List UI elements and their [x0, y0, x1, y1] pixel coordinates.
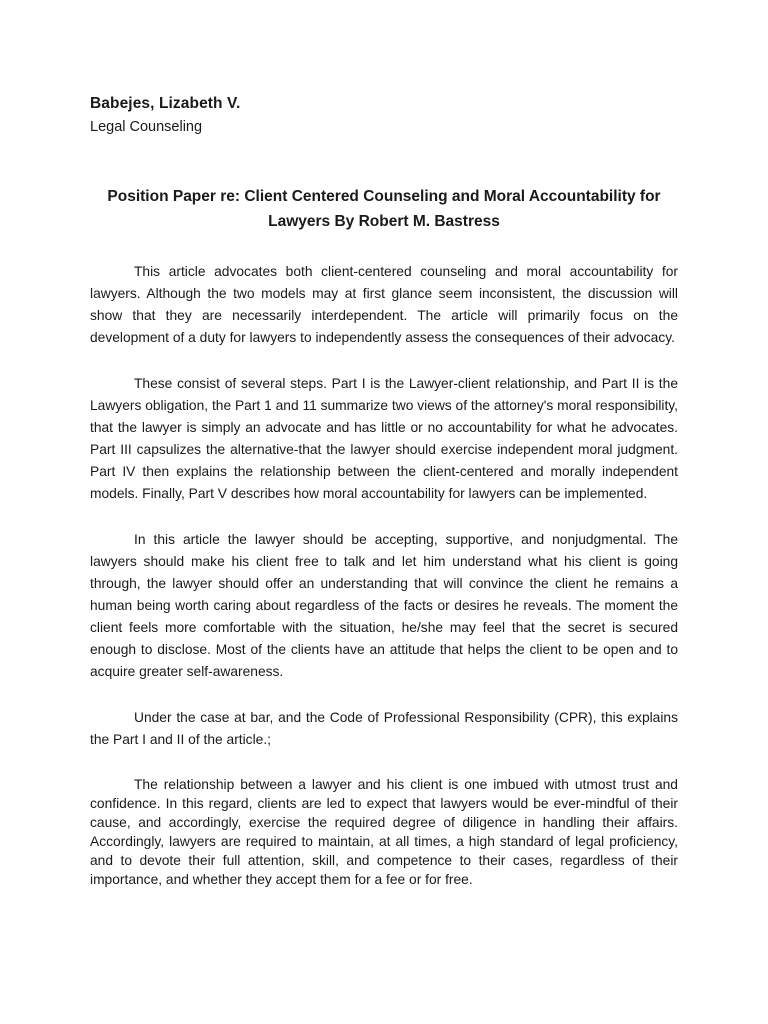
paragraph-3: In this article the lawyer should be accepting, supportive, and nonjudgmental. The lawyers should make his client free to talk and let him understand what his client is going through, the lawyer should offer an understanding that will convince the client he remains a human being worth caring about regardless of the facts or desires he reveals. The moment the client feels more comfortable with the situation, he/she may feel that the secret is secured enough to disclose. Most of the clients have an attitude that helps the client to be open and to acquire greater self-awareness.	[90, 532, 678, 679]
paragraph-5: The relationship between a lawyer and his client is one imbued with utmost trust and confidence. In this regard, clients are led to expect that lawyers would be ever-mindful of their cause, and accordingly, exercise the required degree of diligence in handling their affairs. Accordingly, lawyers are required to maintain, at all times, a high standard of legal proficiency, and to devote their full attention, skill, and competence to their cases, regardless of their importance, and whether they accept them for a fee or for free.	[90, 777, 678, 887]
paper-title: Position Paper re: Client Centered Counseling and Moral Accountability for Lawyers By Robert M. Bastress	[107, 188, 661, 230]
course-name: Legal Counseling	[90, 119, 203, 135]
body-text	[90, 261, 678, 913]
paragraph-2: These consist of several steps. Part I is the Lawyer-client relationship, and Part II is the Lawyers obligation, the Part 1 and 11 summarize two views of the attorney's moral responsibility, that the lawyer is simply an advocate and has little or no accountability for what he advocates. Part III capsulizes the alternative-that the lawyer should exercise independent moral judgment. Part IV then explains the relationship between the client-centered and morally independent models. Finally, Part V describes how moral accountability for lawyers can be implemented.	[90, 376, 678, 501]
author-name: Babejes, Lizabeth V.	[90, 95, 241, 112]
paragraph-4: Under the case at bar, and the Code of Professional Responsibility (CPR), this explains the Part I and II of the article.;	[90, 710, 678, 747]
paragraph-1: This article advocates both client-centered counseling and moral accountability for lawyers. Although the two models may at first glance seem inconsistent, the discussion will show that they are necessarily interdependent. The article will primarily focus on the development of a duty for lawyers to independently assess the consequences of their advocacy.	[90, 264, 678, 345]
